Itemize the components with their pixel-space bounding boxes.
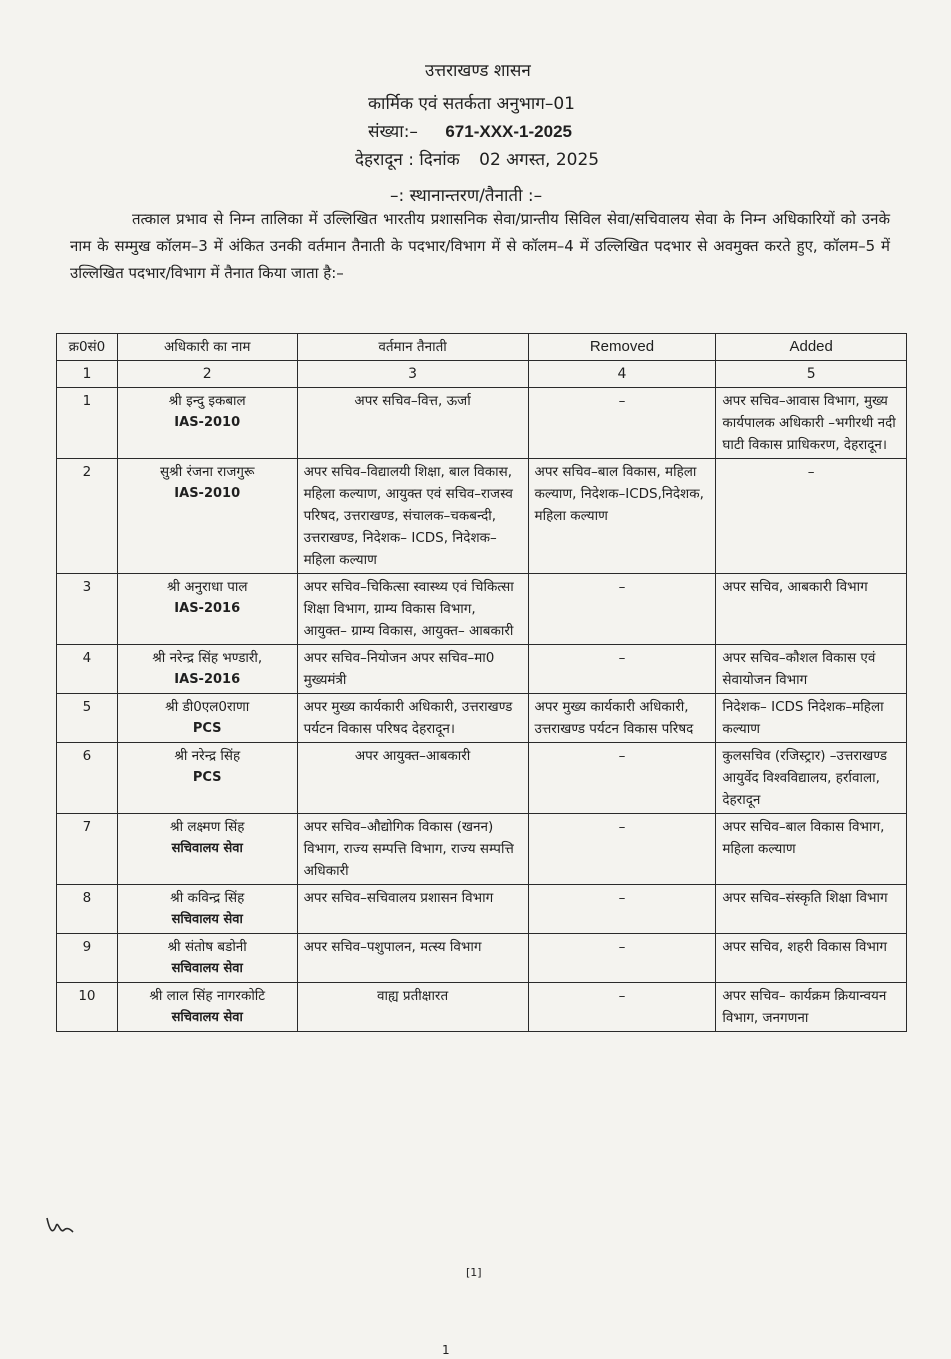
order-date [355, 147, 599, 170]
column-number: 5 [716, 361, 907, 388]
officer-service: IAS-2016 [174, 601, 241, 616]
removed-cell: अपर सचिव–बाल विकास, महिला कल्याण, निदेशक–ICDS,निदेशक, महिला कल्याण [528, 459, 716, 574]
removed-cell: – [528, 983, 716, 1032]
order-number [368, 119, 572, 142]
column-number: 2 [117, 361, 297, 388]
order-date-label: देहरादून : दिनांक [355, 150, 460, 170]
current-posting-cell: अपर सचिव–नियोजन अपर सचिव–मा0 मुख्यमंत्री [297, 645, 528, 694]
added-cell: अपर सचिव, शहरी विकास विभाग [716, 934, 907, 983]
added-cell: निदेशक– ICDS निदेशक–महिला कल्याण [716, 694, 907, 743]
removed-cell: अपर मुख्य कार्यकारी अधिकारी, उत्तराखण्ड पर्यटन विकास परिषद [528, 694, 716, 743]
officer-cell [117, 574, 297, 645]
serial-number-cell: 6 [57, 743, 118, 814]
page-number: 1 [442, 1343, 450, 1357]
officer-service: IAS-2010 [174, 486, 241, 501]
officer-name: श्री अनुराधा पाल [166, 579, 248, 595]
removed-cell: – [528, 574, 716, 645]
officer-name: सुश्री रंजना राजगुरू [160, 464, 255, 480]
removed-cell: – [528, 814, 716, 885]
table-row [57, 574, 907, 645]
current-posting-cell: वाह्य प्रतीक्षारत [297, 983, 528, 1032]
column-number: 1 [57, 361, 118, 388]
serial-number-cell: 4 [57, 645, 118, 694]
current-posting-cell: अपर सचिव–चिकित्सा स्वास्थ्य एवं चिकित्सा शिक्षा विभाग, ग्राम्य विकास विभाग, आयुक्त– ग्राम्य विकास, आयुक्त– आबकारी [297, 574, 528, 645]
officer-name: श्री इन्दु इकबाल [168, 393, 246, 409]
column-number: 4 [528, 361, 716, 388]
transfer-table [56, 333, 907, 1032]
serial-number-cell: 8 [57, 885, 118, 934]
removed-cell: – [528, 934, 716, 983]
added-cell: – [716, 459, 907, 574]
officer-service: सचिवालय सेवा [171, 841, 243, 856]
table-row [57, 814, 907, 885]
added-cell: अपर सचिव, आबकारी विभाग [716, 574, 907, 645]
current-posting-cell: अपर सचिव–औद्योगिक विकास (खनन) विभाग, राज्य सम्पत्ति विभाग, राज्य सम्पत्ति अधिकारी [297, 814, 528, 885]
order-number-label: संख्या:– [368, 122, 418, 142]
table-row [57, 645, 907, 694]
order-title: –: स्थानान्तरण/तैनाती :– [390, 186, 543, 206]
officer-service: सचिवालय सेवा [171, 1010, 243, 1025]
column-number: 3 [297, 361, 528, 388]
officer-cell [117, 934, 297, 983]
officer-name: श्री लाल सिंह नागरकोटि [149, 988, 266, 1004]
current-posting-cell: अपर मुख्य कार्यकारी अधिकारी, उत्तराखण्ड पर्यटन विकास परिषद देहरादून। [297, 694, 528, 743]
table-header-row [57, 334, 907, 361]
current-posting-cell: अपर सचिव–सचिवालय प्रशासन विभाग [297, 885, 528, 934]
order-date-value: 02 अगस्त, 2025 [479, 150, 600, 170]
officer-name: श्री नरेन्द्र सिंह भण्डारी, [152, 650, 263, 666]
officer-cell [117, 743, 297, 814]
officer-cell [117, 459, 297, 574]
added-cell: अपर सचिव–कौशल विकास एवं सेवायोजन विभाग [716, 645, 907, 694]
table-row [57, 388, 907, 459]
removed-cell: – [528, 645, 716, 694]
officer-service: सचिवालय सेवा [171, 912, 243, 927]
officer-service: IAS-2016 [174, 672, 241, 687]
serial-number-cell: 5 [57, 694, 118, 743]
header-removed: Removed [528, 334, 716, 361]
officer-cell [117, 814, 297, 885]
added-cell: अपर सचिव– कार्यक्रम क्रियान्वयन विभाग, जनगणना [716, 983, 907, 1032]
officer-cell [117, 983, 297, 1032]
serial-number-cell: 7 [57, 814, 118, 885]
officer-cell [117, 885, 297, 934]
header-current-posting: वर्तमान तैनाती [297, 334, 528, 361]
column-number-row [57, 361, 907, 388]
table-row [57, 934, 907, 983]
department-name: कार्मिक एवं सतर्कता अनुभाग–01 [368, 94, 575, 114]
officer-service: PCS [192, 770, 222, 785]
officer-cell [117, 694, 297, 743]
header-added: Added [716, 334, 907, 361]
table-row [57, 885, 907, 934]
current-posting-cell: अपर सचिव–पशुपालन, मत्स्य विभाग [297, 934, 528, 983]
officer-name: श्री संतोष बडोनी [167, 939, 247, 955]
signature-mark [44, 1214, 76, 1238]
added-cell: कुलसचिव (रजिस्ट्रार) –उत्तराखण्ड आयुर्वेद विश्वविद्यालय, हर्रावाला, देहरादून [716, 743, 907, 814]
added-cell: अपर सचिव–आवास विभाग, मुख्य कार्यपालक अधिकारी –भगीरथी नदी घाटी विकास प्राधिकरण, देहरादून। [716, 388, 907, 459]
footnote-marker: [1] [466, 1266, 482, 1279]
header-serial: क्र0सं0 [57, 334, 118, 361]
table-row [57, 983, 907, 1032]
current-posting-cell: अपर सचिव–विद्यालयी शिक्षा, बाल विकास, महिला कल्याण, आयुक्त एवं सचिव–राजस्व परिषद, उत्तराखण्ड, संचालक–चकबन्दी, उत्तराखण्ड, निदेशक– ICDS, निदेशक– महिला कल्याण [297, 459, 528, 574]
officer-name: श्री लक्ष्मण सिंह [170, 819, 245, 835]
serial-number-cell: 9 [57, 934, 118, 983]
table-row [57, 694, 907, 743]
officer-name: श्री डी0एल0राणा [165, 699, 250, 715]
officer-service: IAS-2010 [174, 415, 241, 430]
officer-name: श्री कविन्द्र सिंह [170, 890, 245, 906]
added-cell: अपर सचिव–बाल विकास विभाग, महिला कल्याण [716, 814, 907, 885]
serial-number-cell: 10 [57, 983, 118, 1032]
current-posting-cell: अपर आयुक्त–आबकारी [297, 743, 528, 814]
officer-service: सचिवालय सेवा [171, 961, 243, 976]
officer-name: श्री नरेन्द्र सिंह [174, 748, 241, 764]
order-number-value: 671-XXX-1-2025 [445, 122, 572, 141]
serial-number-cell: 3 [57, 574, 118, 645]
government-name: उत्तराखण्ड शासन [425, 61, 531, 81]
removed-cell: – [528, 885, 716, 934]
officer-cell [117, 388, 297, 459]
intro-paragraph: तत्काल प्रभाव से निम्न तालिका में उल्लिखित भारतीय प्रशासनिक सेवा/प्रान्तीय सिविल सेवा/सचिवालय सेवा के निम्न अधिकारियों को उनके नाम के सम्मुख कॉलम–3 में अंकित उनकी वर्तमान तैनाती के पदभार/विभाग में से कॉलम–4 में उल्लिखित पदभार से अवमुक्त करते हुए, कॉलम–5 में उल्लिखित पदभार/विभाग में तैनात किया जाता है:– [70, 210, 890, 282]
current-posting-cell: अपर सचिव–वित्त, ऊर्जा [297, 388, 528, 459]
removed-cell: – [528, 388, 716, 459]
officer-cell [117, 645, 297, 694]
removed-cell: – [528, 743, 716, 814]
serial-number-cell: 1 [57, 388, 118, 459]
officer-service: PCS [192, 721, 222, 736]
serial-number-cell: 2 [57, 459, 118, 574]
added-cell: अपर सचिव–संस्कृति शिक्षा विभाग [716, 885, 907, 934]
table-row [57, 743, 907, 814]
header-officer-name: अधिकारी का नाम [117, 334, 297, 361]
table-row [57, 459, 907, 574]
